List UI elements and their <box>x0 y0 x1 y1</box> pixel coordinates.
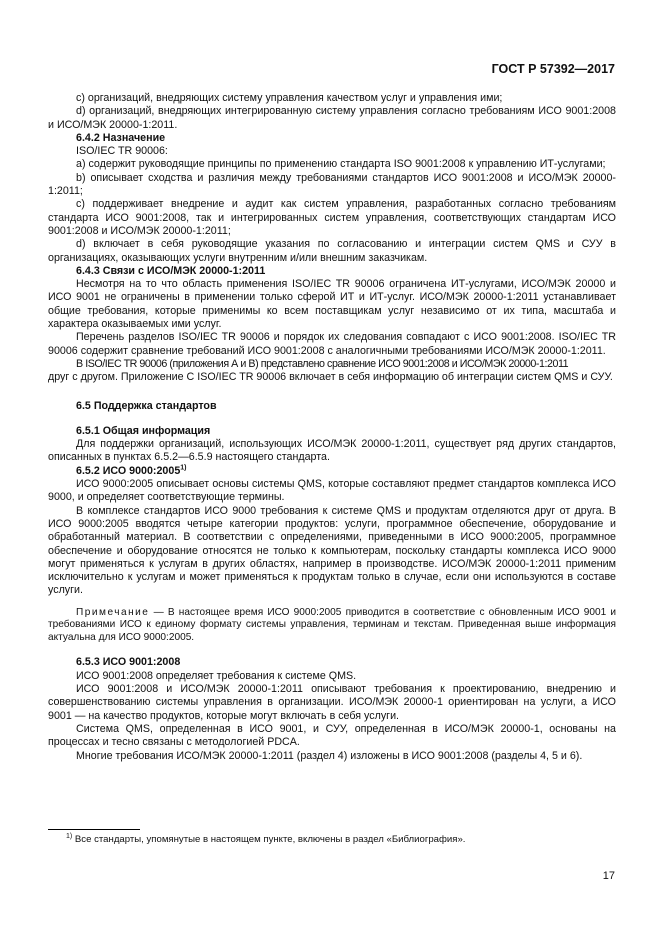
list-item: d) организаций, внедряющих интегрированную систему управления согласно требованиям ИСО 9001:2008 и ИСО/МЭК 20000-1:2011. <box>48 105 616 131</box>
page-number: 17 <box>602 870 615 882</box>
paragraph: Для поддержки организаций, использующих ИСО/МЭК 20000-1:2011, существует ряд других стандартов, описанных в пунктах 6.5.2—6.5.9 настоящего стандарта. <box>48 438 616 464</box>
footnote-ref: 1) <box>180 464 187 472</box>
section-heading-6-5-3: 6.5.3 ИСО 9001:2008 <box>76 656 181 669</box>
section-heading-6-4-3: 6.4.3 Связи с ИСО/МЭК 20000-1:2011 <box>76 264 266 277</box>
heading-text: 6.5.2 ИСО 9000:2005 <box>76 464 181 477</box>
section-heading-6-4-2: 6.4.2 Назначение <box>76 131 166 144</box>
list-item: c) поддерживает внедрение и аудит как систем управления, разработанных согласно требованиям стандарта ИСО 9001:2008, так и интегрированных систем управления, соответствующих стандартам ИСО 9001:2008 и ИСО/МЭК 20000-1:2011; <box>48 198 616 237</box>
paragraph: друг с другом. Приложение С ISO/IEC TR 90006 включает в себя информацию об интеграции систем QMS и СУУ. <box>48 371 613 384</box>
paragraph: ИСО 9001:2008 и ИСО/МЭК 20000-1:2011 описывают требования к проектированию, внедрению и совершенствованию системы управления в организации. ИСО/МЭК 20000-1 ориентирован на услуги, а ИСО 9001 — на качество продуктов, которые могут включать в себя услуги. <box>48 683 616 722</box>
footnote-divider <box>48 829 140 830</box>
paragraph: Несмотря на то что область применения ISO/IEC TR 90006 ограничена ИТ-услугами, ИСО/МЭК 20000 и ИСО 9001 не ограничены в применении только сферой ИТ и ИТ-услуг. ИСО/МЭК 20000-1:2011 устанавливает общие требования, которые применимы ко всем поставщикам услуг независимо от их типа, масштаба и характера оказываемых ими услуг. <box>48 278 616 331</box>
note <box>48 607 616 645</box>
list-item: с) организаций, внедряющих систему управления качеством услуг и управления ими; <box>76 92 503 104</box>
paragraph: ИСО 9000:2005 описывает основы системы QMS, которые составляют предмет стандартов комплекса ИСО 9000, и определяет соответствующие термины. <box>48 478 616 504</box>
footnote-text: Все стандарты, упомянутые в настоящем пункте, включены в раздел «Библиография». <box>72 834 466 845</box>
paragraph-line-condensed: В ISO/IEC TR 90006 (приложения А и В) представлено сравнение ИСО 9001:2008 и ИСО/МЭК 20000-1:2011 <box>76 357 569 370</box>
paragraph: Система QMS, определенная в ИСО 9001, и СУУ, определенная в ИСО/МЭК 20000-1, основаны на процессах и тесно связаны с методологией PDCA. <box>48 722 616 749</box>
page-body <box>48 92 616 763</box>
section-heading-6-5: 6.5 Поддержка стандартов <box>76 399 217 412</box>
paragraph: В комплексе стандартов ИСО 9000 требования к системе QMS и продуктам отделяются друг от друга. В ИСО 9000:2005 вводятся четыре категории продуктов: услуги, программное обеспечение, оборудование и обработанный материал. В соответствии с определениями, приведенными в ИСО 9000:2005, программное обеспечение и оборудование относятся не только к компьютерам, поскольку стандарты комплекса ИСО 9000 могут применяться к услугам в других областях, например в производстве. ИСО/МЭК 20000-1:2011 применим исключительно к услугам и может применяться к продуктам только в случае, если они используются в составе услуги. <box>48 504 616 597</box>
paragraph: ISO/IEC TR 90006: <box>76 145 168 158</box>
section-heading-6-5-1: 6.5.1 Общая информация <box>76 424 211 437</box>
document-id-header: ГОСТ Р 57392—2017 <box>491 62 615 76</box>
list-item: d) включает в себя руководящие указания по согласованию и интеграции систем QMS и СУУ в организациях, оказывающих услуги внутренним и/или внешним заказчикам. <box>48 238 616 264</box>
paragraph: ИСО 9001:2008 определяет требования к системе QMS. <box>76 669 357 682</box>
section-heading-6-5-2 <box>48 465 616 478</box>
note-text: — В настоящее время ИСО 9000:2005 приводится в соответствие с обновленным ИСО 9001 и требованиями ИСО к единому формату системы управления, терминам и текстам. Приведенная выше информация актуальна для ИСО 9000:2005. <box>48 606 616 643</box>
footnote <box>66 834 465 845</box>
footnote-mark: 1) <box>66 832 73 840</box>
list-item: a) содержит руководящие принципы по применению стандарта ISO 9001:2008 к управлению ИТ-услугами; <box>76 158 606 171</box>
paragraph: Многие требования ИСО/МЭК 20000-1:2011 (раздел 4) изложены в ИСО 9001:2008 (разделы 4, 5 и 6). <box>76 749 583 762</box>
note-title: Примечание <box>76 606 150 618</box>
list-item: b) описывает сходства и различия между требованиями стандартов ИСО 9001:2008 и ИСО/МЭК 20000-1:2011; <box>48 171 616 198</box>
paragraph: Перечень разделов ISO/IEC TR 90006 и порядок их следования совпадают с ИСО 9001:2008. ISO/IEC TR 90006 содержит сравнение требований ИСО 9001:2008 с аналогичными требованиями ИСО/МЭК 20000-1:2011. <box>48 331 616 357</box>
